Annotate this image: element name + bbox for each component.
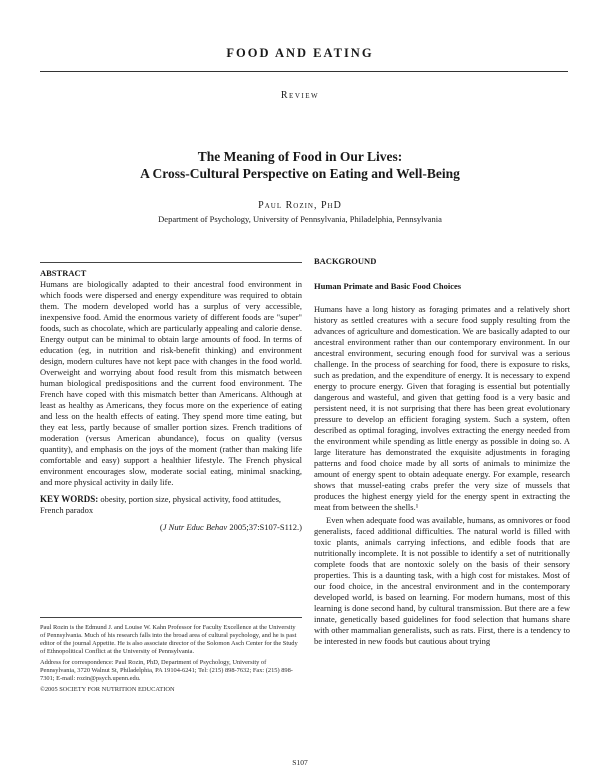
author-affiliation: Department of Psychology, University of Pennsylvania, Philadelphia, Pennsylvania [158, 214, 442, 224]
citation-line: (J Nutr Educ Behav 2005;37:S107-S112.) [159, 522, 302, 532]
body-paragraph-1: Humans have a long history as foraging primates and a relatively short history as settled creatures with a secure food supply resulting from the advances of agriculture and domestication. We are basically adapted to our ancestral environment rather than our contemporary environment. In our ancestral environment, securing enough food for survival was a serious challenge. In the process of searching for food, there is exposure to risks, such as predation, and the expenditure of energy. It is necessary to expend energy to procure energy. Given that foraging is essential but potentially dangerous and wasteful, and given that getting food is a very basic and persistent need, it is not surprising that there has been great evolutionary pressure to develop an efficient foraging system. Such a system, often described as optimal foraging, involves extracting the energy needed from the environment while spending as little energy as possible in doing so. A large literature has demonstrated the exquisite adjustments in foraging patterns and food choice made by all sorts of animals to minimize the amount of energy spent to obtain adequate energy. For example, research shows that mussel-eating crabs prefer the very size of mussels that produces the highest energy yield for the energy spent in extracting the meat from between the shells.¹ [314, 304, 570, 512]
body-paragraph-2: Even when adequate food was available, humans, as omnivores or food generalists, faced additional difficulties. The natural world is filled with toxic plants, animals carrying infections, and edible foods that are nutritionally incomplete. It is not possible to identify a set of nutritionally complete foods that are nontoxic solely on the basis of their sensory properties. This is a daunting task, with a high cost for mistakes. Most of our food choice, in the ancestral environment and in the contemporary developed world, is based on learning. For modern humans, most of this learning is done second hand, by cultural transmission. But there are a few innate, genetically based guidelines for food selection that humans share with other mammalian generalists, such as rats. First, there is a tendency to be interested in new foods but cautious about trying [314, 515, 570, 646]
abstract-heading: ABSTRACT [40, 268, 87, 278]
body-column [314, 256, 570, 647]
page-number: S107 [292, 758, 308, 767]
journal-section-title: FOOD AND EATING [226, 46, 374, 60]
article-title-line-1: The Meaning of Food in Our Lives: [197, 149, 403, 164]
citation-journal: J Nutr Educ Behav [162, 522, 228, 532]
author-footnote [40, 624, 302, 697]
header-divider [40, 71, 568, 72]
abstract-text: Humans are biologically adapted to their ancestral food environment in which foods were dispersed and energy expenditure was required to obtain them. The modern developed world has a surplus of very accessible, inexpensive food. Amid the enormous variety of different foods are "super" foods, such as chocolate, which are particularly appealing and calorie dense. Energy output can be minimal to obtain large amounts of food. In terms of education (eg, in nutrition and risk-benefit thinking) and environment design, modern cultures have not kept pace with changes in the food world. Overweight and worrying about food result from this mismatch between human biological predispositions and the current food environment. The French have coped with this mismatch better than Americans. Although at least as healthy as Americans, they focus more on the experience of eating and less on the health effects of eating. They spend more time eating, but they eat less, partly because of smaller portion sizes. French traditions of moderation (versus American abundance), focus on quality (versus quantity), and emphasis on the joys of the moment (rather than making life comfortable and easy) support a healthier lifestyle. The French physical environment encourages slow, moderate social eating, minimal snacking, and more physical activity in daily life. [40, 279, 302, 487]
article-title-line-2: A Cross-Cultural Perspective on Eating and Well-Being [140, 166, 460, 181]
keywords-line [40, 494, 302, 516]
abstract-block [40, 268, 302, 533]
article-type-label: Review [280, 90, 320, 101]
subsection-heading: Human Primate and Basic Food Choices [314, 281, 462, 291]
keywords-label: KEY WORDS: [40, 494, 99, 504]
abstract-bottom-rule [40, 617, 302, 618]
citation-details: 2005;37:S107-S112. [229, 522, 300, 532]
keywords-list: obesity, portion size, physical activity, food attitudes, French paradox [40, 494, 282, 515]
author-name: Paul Rozin, PhD [258, 200, 342, 211]
background-heading: BACKGROUND [314, 256, 377, 266]
article-title [0, 148, 600, 182]
abstract-top-rule [40, 262, 302, 263]
footnote-address: Address for correspondence: Paul Rozin, PhD, Department of Psychology, University of Pennsylvania, 3720 Walnut St, Philadelphia, PA 19104-6241; Tel: (215) 898-7632; Fax: (215) 898-7301; E-mail: rozin@psych.upenn.edu. [40, 659, 293, 682]
footnote-copyright: ©2005 SOCIETY FOR NUTRITION EDUCATION [40, 686, 175, 693]
footnote-bio: Paul Rozin is the Edmund J. and Louise W. Kahn Professor for Faculty Excellence at the University of Pennsylvania. Much of his research falls into the broad area of cultural psychology, and he is past editor of the journal Appetite. He is also associate director of the Solomon Asch Center for the Study of Ethnopolitical Conflict at the University of Pennsylvania. [40, 624, 298, 655]
